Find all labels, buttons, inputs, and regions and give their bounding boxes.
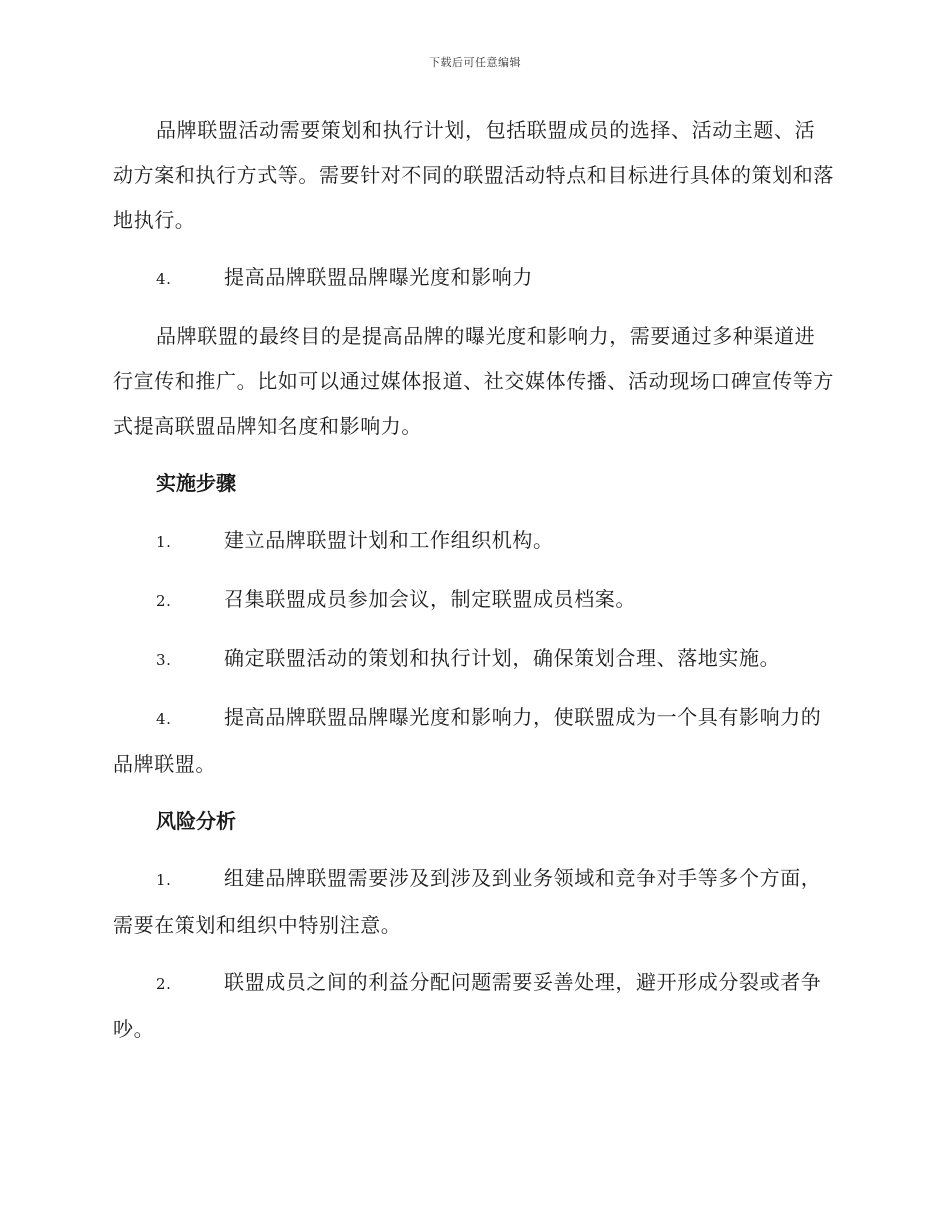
list-item-text: 提高品牌联盟品牌曝光度和影响力 [224,265,533,289]
paragraph-activity-planning: 品牌联盟活动需要策划和执行计划，包括联盟成员的选择、活动主题、活动方案和执行方式等。需要针对不同的联盟活动特点和目标进行具体的策划和落地执行。 [113,118,834,232]
list-number: 3. [156,651,172,669]
list-number: 2. [156,592,172,610]
list-item [113,636,835,683]
section-heading-implementation: 实施步骤 [156,471,236,495]
list-item-text: 提高品牌联盟品牌曝光度和影响力，使联盟成为一个具有影响力的品牌联盟。 [113,705,822,776]
list-item [113,856,835,948]
list-item-text: 确定联盟活动的策划和执行计划，确保策划合理、落地实施。 [224,646,781,670]
list-item-text: 组建品牌联盟需要涉及到涉及到业务领域和竞争对手等多个方面，需要在策划和组织中特别注意。 [113,866,822,937]
document-body [113,108,835,1064]
list-item-text: 召集联盟成员参加会议，制定联盟成员档案。 [224,587,636,611]
list-item [113,255,835,302]
list-number: 1. [156,533,172,551]
list-number: 1. [156,871,172,889]
list-number: 2. [156,975,172,993]
list-item [113,960,835,1052]
list-item-text: 建立品牌联盟计划和工作组织机构。 [224,528,554,552]
list-item [113,695,835,787]
list-item-text: 联盟成员之间的利益分配问题需要妥善处理，避开形成分裂或者争吵。 [113,970,822,1041]
list-item [113,577,835,624]
list-number: 4. [156,710,172,728]
page-header: 下载后可任意编辑 [429,56,521,69]
list-item [113,518,835,565]
paragraph-brand-exposure: 品牌联盟的最终目的是提高品牌的曝光度和影响力，需要通过多种渠道进行宣传和推广。比如可以通过媒体报道、社交媒体传播、活动现场口碑宣传等方式提高联盟品牌知名度和影响力。 [113,324,834,438]
section-heading-risk-analysis: 风险分析 [156,809,236,833]
list-number: 4. [156,270,172,288]
